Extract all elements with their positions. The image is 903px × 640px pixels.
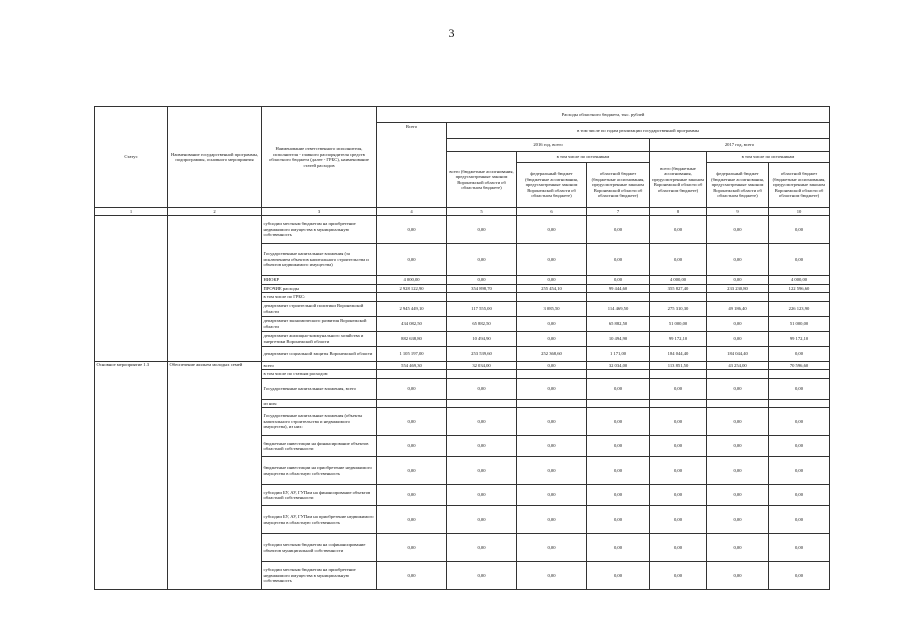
- column-number: 3: [262, 208, 377, 216]
- header-year-2016: 2016 год, всего: [447, 139, 650, 152]
- row-label: бюджетные инвестиции на приобретение недвижимого имущества в областную собственность: [262, 457, 377, 485]
- value-cell: 0,00: [707, 378, 769, 399]
- value-cell: 184 044,40: [650, 346, 707, 361]
- row-label: ПРОЧИЕ расходы: [262, 284, 377, 293]
- value-cell: 117 555,00: [447, 301, 517, 316]
- value-cell: 0,00: [377, 457, 447, 485]
- value-cell: 0,00: [447, 276, 517, 285]
- header-total: Всего: [377, 123, 447, 208]
- value-cell: 0,00: [769, 436, 830, 457]
- value-cell: 0,00: [650, 485, 707, 506]
- value-cell: 355 827,40: [650, 284, 707, 293]
- value-cell: [769, 399, 830, 408]
- value-cell: 0,00: [447, 408, 517, 436]
- header-regional-2016: областной бюджет (бюджетные ассигнования, предусмотренные законом Воронежской области об областном бюджете): [587, 163, 650, 208]
- row-label: департамент экономического развития Воронежской области: [262, 316, 377, 331]
- value-cell: 0,00: [517, 276, 587, 285]
- value-cell: 65 882,50: [587, 316, 650, 331]
- value-cell: 0,00: [769, 534, 830, 562]
- value-cell: 0,00: [517, 457, 587, 485]
- value-cell: 0,00: [587, 506, 650, 534]
- value-cell: 0,00: [517, 216, 587, 244]
- value-cell: 255 454,10: [517, 284, 587, 293]
- value-cell: [769, 370, 830, 379]
- value-cell: 184 044,40: [707, 346, 769, 361]
- row-label: субсидии местным бюджетам на приобретение недвижимого имущества в муниципальную собственность: [262, 216, 377, 244]
- value-cell: 0,00: [517, 436, 587, 457]
- header-program-name: Наименование государственной программы, подпрограммы, основного мероприятия: [168, 107, 262, 208]
- value-cell: [587, 370, 650, 379]
- value-cell: 354 898,70: [447, 284, 517, 293]
- value-cell: 0,00: [517, 378, 587, 399]
- value-cell: 0,00: [447, 436, 517, 457]
- value-cell: 51 000,00: [650, 316, 707, 331]
- row-label: департамент строительной политики Воронежской области: [262, 301, 377, 316]
- value-cell: [587, 293, 650, 302]
- value-cell: 0,00: [517, 506, 587, 534]
- value-cell: 275 310,30: [650, 301, 707, 316]
- row-label: Государственные капитальные вложения (объекты капитального строительства и недвижимого имущества), из них:: [262, 408, 377, 436]
- value-cell: 0,00: [707, 562, 769, 590]
- value-cell: 0,00: [707, 331, 769, 346]
- value-cell: 4 000,00: [650, 276, 707, 285]
- header-total-budget-2017: всего (бюджетные ассигнования, предусмотренные законом Воронежской области об областном бюджете): [650, 152, 707, 208]
- header-by-sources-2017: в том числе по источникам: [707, 152, 830, 163]
- value-cell: 0,00: [517, 534, 587, 562]
- value-cell: 0,00: [517, 485, 587, 506]
- value-cell: 554 469,30: [377, 361, 447, 370]
- value-cell: [377, 399, 447, 408]
- value-cell: 0,00: [650, 562, 707, 590]
- column-number: 2: [168, 208, 262, 216]
- value-cell: 113 851,50: [650, 361, 707, 370]
- value-cell: [447, 399, 517, 408]
- value-cell: 0,00: [587, 436, 650, 457]
- value-cell: 0,00: [447, 562, 517, 590]
- value-cell: 0,00: [707, 244, 769, 276]
- header-total-budget-2016: всего (бюджетные ассигнования, предусмотренные законом Воронежской области об областном бюджете): [447, 152, 517, 208]
- value-cell: 1 105 197,00: [377, 346, 447, 361]
- row-label: субсидии БУ, АУ, ГУПам на финансирование объектов областной собственности: [262, 485, 377, 506]
- value-cell: 0,00: [650, 534, 707, 562]
- value-cell: 0,00: [447, 457, 517, 485]
- value-cell: 3 085,50: [517, 301, 587, 316]
- column-number: 5: [447, 208, 517, 216]
- row-label: департамент жилищно-коммунального хозяйства и энергетики Воронежской области: [262, 331, 377, 346]
- value-cell: 0,00: [769, 346, 830, 361]
- value-cell: 2 928 122,90: [377, 284, 447, 293]
- value-cell: [769, 293, 830, 302]
- value-cell: 0,00: [447, 485, 517, 506]
- value-cell: [377, 293, 447, 302]
- value-cell: [707, 370, 769, 379]
- value-cell: [650, 293, 707, 302]
- value-cell: 4 000,00: [769, 276, 830, 285]
- value-cell: 0,00: [707, 316, 769, 331]
- column-number: 4: [377, 208, 447, 216]
- value-cell: 0,00: [377, 216, 447, 244]
- value-cell: [650, 370, 707, 379]
- value-cell: 0,00: [377, 408, 447, 436]
- group1-status-cell: [95, 216, 168, 362]
- value-cell: 0,00: [587, 244, 650, 276]
- value-cell: 0,00: [377, 436, 447, 457]
- value-cell: 4 000,00: [377, 276, 447, 285]
- column-number: 8: [650, 208, 707, 216]
- value-cell: 0,00: [517, 408, 587, 436]
- value-cell: 0,00: [517, 361, 587, 370]
- group2-body: [95, 361, 830, 590]
- value-cell: 122 596,60: [769, 284, 830, 293]
- group1-body: [95, 216, 830, 362]
- value-cell: 0,00: [587, 457, 650, 485]
- value-cell: 70 596,60: [769, 361, 830, 370]
- value-cell: 0,00: [769, 378, 830, 399]
- column-number: 1: [95, 208, 168, 216]
- value-cell: 253 539,60: [447, 346, 517, 361]
- value-cell: 233 230,80: [707, 284, 769, 293]
- value-cell: 0,00: [650, 408, 707, 436]
- value-cell: 0,00: [377, 506, 447, 534]
- value-cell: 0,00: [587, 562, 650, 590]
- row-label: Государственные капитальные вложения (за исключением объектов капитального строительства и объектов недвижимого имущества): [262, 244, 377, 276]
- column-number: 9: [707, 208, 769, 216]
- value-cell: 0,00: [769, 562, 830, 590]
- value-cell: [707, 399, 769, 408]
- column-number: 10: [769, 208, 830, 216]
- row-label: всего: [262, 361, 377, 370]
- value-cell: 1 171,00: [587, 346, 650, 361]
- value-cell: 0,00: [587, 408, 650, 436]
- value-cell: 226 123,90: [769, 301, 830, 316]
- value-cell: 51 000,00: [769, 316, 830, 331]
- value-cell: 0,00: [769, 457, 830, 485]
- value-cell: 0,00: [447, 534, 517, 562]
- value-cell: 0,00: [769, 244, 830, 276]
- value-cell: 0,00: [707, 506, 769, 534]
- table-row: [95, 216, 830, 244]
- header-federal-2016: федеральный бюджет (бюджетные ассигнования, предусмотренные законом Воронежской области об областном бюджете): [517, 163, 587, 208]
- value-cell: 99 172,10: [769, 331, 830, 346]
- group2-name-cell: Обеспечение жильем молодых семей: [168, 361, 262, 590]
- header-regional-2017: областной бюджет (бюджетные ассигнования, предусмотренные законом Воронежской области об областном бюджете): [769, 163, 830, 208]
- value-cell: 32 034,00: [447, 361, 517, 370]
- value-cell: 0,00: [650, 378, 707, 399]
- value-cell: 10 494,90: [447, 331, 517, 346]
- value-cell: 0,00: [377, 485, 447, 506]
- value-cell: 0,00: [517, 244, 587, 276]
- value-cell: 32 034,00: [587, 361, 650, 370]
- group2-status-cell: Основное мероприятие 1.3: [95, 361, 168, 590]
- value-cell: [517, 293, 587, 302]
- value-cell: 0,00: [707, 534, 769, 562]
- value-cell: 0,00: [517, 562, 587, 590]
- value-cell: 252 368,60: [517, 346, 587, 361]
- value-cell: 0,00: [769, 506, 830, 534]
- value-cell: 114 469,50: [587, 301, 650, 316]
- value-cell: 0,00: [447, 378, 517, 399]
- row-label: Государственные капитальные вложения, всего: [262, 378, 377, 399]
- value-cell: 0,00: [447, 506, 517, 534]
- row-label: субсидии местным бюджетам на приобретение недвижимого имущества в муниципальную собственность: [262, 562, 377, 590]
- header-expenses: Расходы областного бюджета, тыс. рублей: [377, 107, 830, 123]
- value-cell: [707, 293, 769, 302]
- value-cell: [587, 399, 650, 408]
- value-cell: 0,00: [650, 436, 707, 457]
- value-cell: 0,00: [377, 534, 447, 562]
- header-by-years: в том числе по годам реализации государственной программы: [447, 123, 830, 139]
- value-cell: 10 494,90: [587, 331, 650, 346]
- value-cell: 0,00: [517, 316, 587, 331]
- value-cell: 0,00: [707, 408, 769, 436]
- value-cell: 0,00: [587, 378, 650, 399]
- column-numbers-row: [95, 208, 830, 216]
- value-cell: 882 638,80: [377, 331, 447, 346]
- value-cell: 0,00: [447, 244, 517, 276]
- value-cell: 99 444,60: [587, 284, 650, 293]
- value-cell: 0,00: [707, 436, 769, 457]
- value-cell: 0,00: [447, 216, 517, 244]
- value-cell: [517, 399, 587, 408]
- value-cell: 0,00: [587, 534, 650, 562]
- value-cell: 0,00: [650, 506, 707, 534]
- row-label: субсидии БУ, АУ, ГУПам на приобретение недвижимого имущества в областную собственность: [262, 506, 377, 534]
- value-cell: 0,00: [587, 276, 650, 285]
- value-cell: 0,00: [587, 485, 650, 506]
- row-label: субсидии местным бюджетам на софинансирование объектов муниципальной собственности: [262, 534, 377, 562]
- table-row: [95, 361, 830, 370]
- value-cell: 0,00: [707, 457, 769, 485]
- group1-name-cell: [168, 216, 262, 362]
- value-cell: 0,00: [377, 244, 447, 276]
- budget-table: [94, 106, 830, 590]
- header-year-2017: 2017 год, всего: [650, 139, 830, 152]
- value-cell: 0,00: [769, 408, 830, 436]
- row-label: в том числе по ГРБС:: [262, 293, 377, 302]
- header-executor: Наименование ответственного исполнителя, исполнителя - главного распорядителя средств областного бюджета (далее - ГРБС), наименование статей расходов: [262, 107, 377, 208]
- value-cell: 0,00: [707, 485, 769, 506]
- value-cell: [447, 293, 517, 302]
- value-cell: 43 254,00: [707, 361, 769, 370]
- value-cell: 0,00: [769, 485, 830, 506]
- header-by-sources-2016: в том числе по источникам: [517, 152, 650, 163]
- value-cell: 434 082,50: [377, 316, 447, 331]
- value-cell: 0,00: [769, 216, 830, 244]
- value-cell: 0,00: [517, 331, 587, 346]
- value-cell: 2 945 449,10: [377, 301, 447, 316]
- column-number: 6: [517, 208, 587, 216]
- value-cell: [650, 399, 707, 408]
- value-cell: 99 172,10: [650, 331, 707, 346]
- page-number: 3: [448, 26, 455, 40]
- header-status: Статус: [95, 107, 168, 208]
- value-cell: 0,00: [377, 378, 447, 399]
- value-cell: [447, 370, 517, 379]
- row-label: бюджетные инвестиции на финансирование объектов областной собственности: [262, 436, 377, 457]
- value-cell: 0,00: [650, 244, 707, 276]
- header-federal-2017: федеральный бюджет (бюджетные ассигнования, предусмотренные законом Воронежской области об областном бюджете): [707, 163, 769, 208]
- value-cell: 0,00: [707, 216, 769, 244]
- column-number: 7: [587, 208, 650, 216]
- value-cell: 0,00: [650, 457, 707, 485]
- value-cell: 0,00: [377, 562, 447, 590]
- value-cell: [377, 370, 447, 379]
- row-label: в том числе по статьям расходов:: [262, 370, 377, 379]
- row-label: департамент социальной защиты Воронежской области: [262, 346, 377, 361]
- value-cell: 0,00: [587, 216, 650, 244]
- row-label: из них:: [262, 399, 377, 408]
- value-cell: 0,00: [707, 276, 769, 285]
- value-cell: [517, 370, 587, 379]
- value-cell: 0,00: [650, 216, 707, 244]
- value-cell: 65 882,50: [447, 316, 517, 331]
- value-cell: 49 186,40: [707, 301, 769, 316]
- row-label: НИОКР: [262, 276, 377, 285]
